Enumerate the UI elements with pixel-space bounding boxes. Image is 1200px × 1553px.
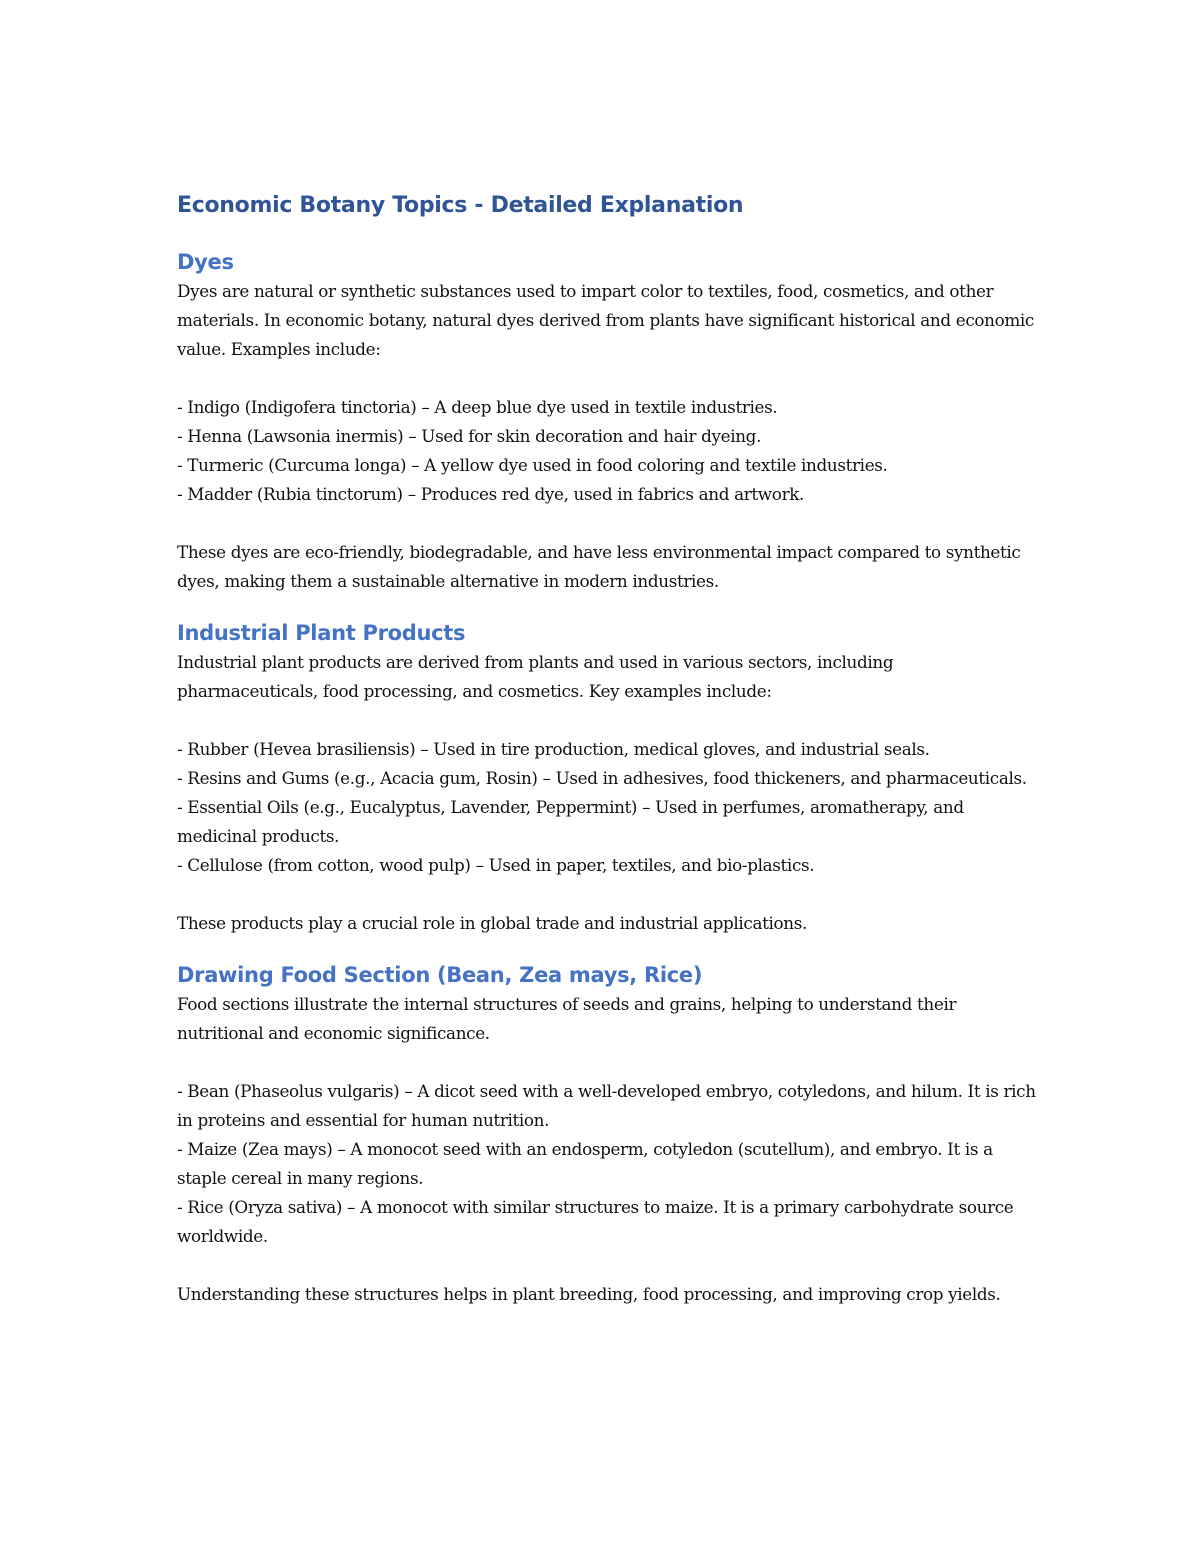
section-intro-drawing-food-section: Food sections illustrate the internal structures of seeds and grains, helping to understand their nutritional and economic significance. xyxy=(177,994,957,1043)
section-heading-dyes: Dyes xyxy=(177,250,234,274)
section-industrial-plant-products xyxy=(177,618,1037,938)
list-item: - Cellulose (from cotton, wood pulp) – Used in paper, textiles, and bio-plastics. xyxy=(177,855,815,875)
list-item: - Rubber (Hevea brasiliensis) – Used in tire production, medical gloves, and industrial seals. xyxy=(177,739,930,759)
section-list-drawing-food-section xyxy=(177,1077,1037,1251)
section-intro-dyes: Dyes are natural or synthetic substances used to impart color to textiles, food, cosmetics, and other materials. In economic botany, natural dyes derived from plants have significant historical and economic value. Examples include: xyxy=(177,281,1034,359)
section-heading-drawing-food-section: Drawing Food Section (Bean, Zea mays, Rice) xyxy=(177,963,703,987)
section-dyes xyxy=(177,247,1037,596)
section-list-dyes xyxy=(177,393,1037,509)
list-item: - Rice (Oryza sativa) – A monocot with similar structures to maize. It is a primary carbohydrate source worldwide. xyxy=(177,1197,1014,1246)
list-item: - Resins and Gums (e.g., Acacia gum, Rosin) – Used in adhesives, food thickeners, and pharmaceuticals. xyxy=(177,768,1027,788)
section-heading-industrial-plant-products: Industrial Plant Products xyxy=(177,621,466,645)
section-list-industrial-plant-products xyxy=(177,735,1037,880)
document-page xyxy=(177,190,1037,1309)
list-item: - Turmeric (Curcuma longa) – A yellow dye used in food coloring and textile industries. xyxy=(177,455,888,475)
list-item: - Essential Oils (e.g., Eucalyptus, Lavender, Peppermint) – Used in perfumes, aromatherapy, and medicinal products. xyxy=(177,797,964,846)
list-item: - Indigo (Indigofera tinctoria) – A deep blue dye used in textile industries. xyxy=(177,397,778,417)
list-item: - Maize (Zea mays) – A monocot seed with an endosperm, cotyledon (scutellum), and embryo. It is a staple cereal in many regions. xyxy=(177,1139,993,1188)
list-item: - Bean (Phaseolus vulgaris) – A dicot seed with a well-developed embryo, cotyledons, and hilum. It is rich in proteins and essential for human nutrition. xyxy=(177,1081,1036,1130)
section-conclusion-drawing-food-section: Understanding these structures helps in plant breeding, food processing, and improving crop yields. xyxy=(177,1284,1001,1304)
section-conclusion-dyes: These dyes are eco-friendly, biodegradable, and have less environmental impact compared to synthetic dyes, making them a sustainable alternative in modern industries. xyxy=(177,542,1021,591)
section-conclusion-industrial-plant-products: These products play a crucial role in global trade and industrial applications. xyxy=(177,913,807,933)
list-item: - Madder (Rubia tinctorum) – Produces red dye, used in fabrics and artwork. xyxy=(177,484,805,504)
list-item: - Henna (Lawsonia inermis) – Used for skin decoration and hair dyeing. xyxy=(177,426,762,446)
section-intro-industrial-plant-products: Industrial plant products are derived from plants and used in various sectors, including pharmaceuticals, food processing, and cosmetics. Key examples include: xyxy=(177,652,894,701)
document-title: Economic Botany Topics - Detailed Explanation xyxy=(177,193,744,218)
section-drawing-food-section xyxy=(177,960,1037,1309)
